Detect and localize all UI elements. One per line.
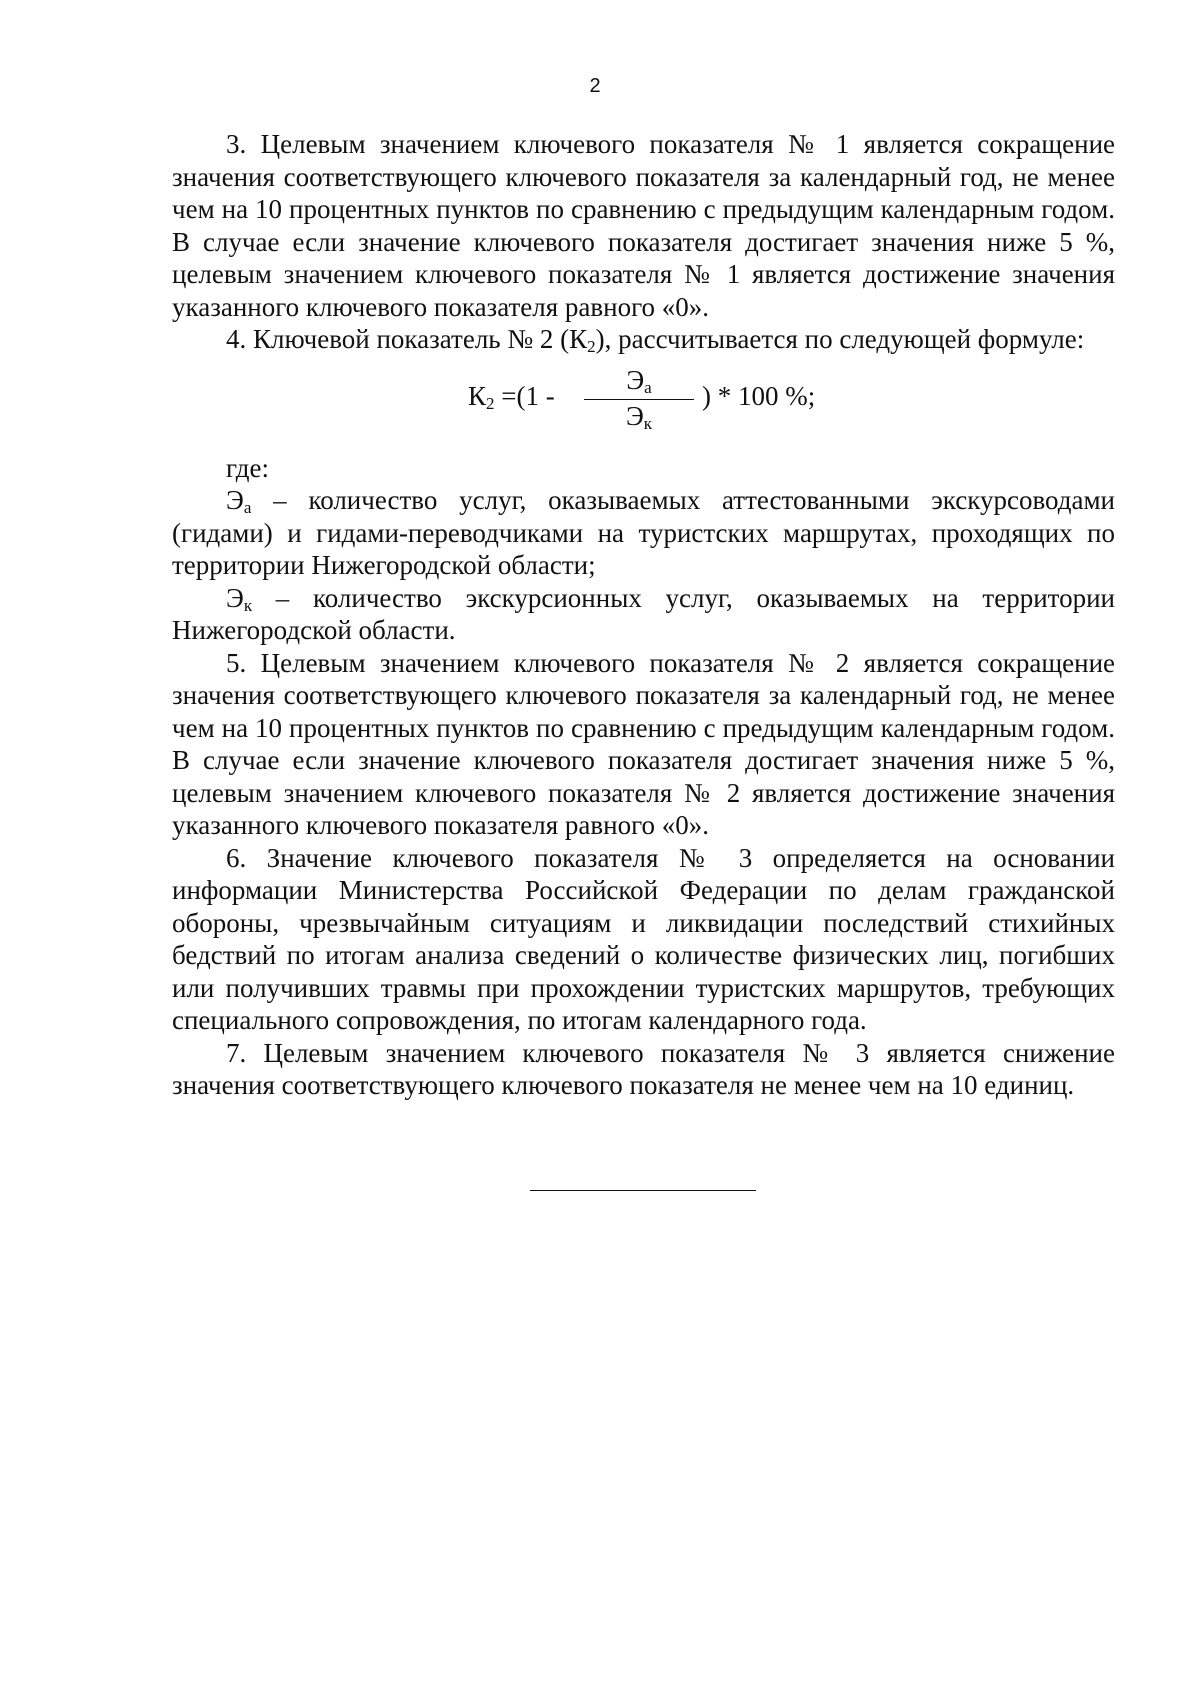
formula-denominator-symbol: Э xyxy=(625,400,644,431)
definition-ea xyxy=(172,484,1115,582)
formula-lhs-subscript: 2 xyxy=(486,393,495,413)
paragraph-7: 7. Целевым значением ключевого показателя № 3 является снижение значения соответствующего ключевого показателя не менее чем на 10 единиц. xyxy=(172,1037,1115,1100)
formula-block xyxy=(172,356,1115,452)
where-label: где: xyxy=(226,452,269,483)
paragraph-4 xyxy=(172,323,1115,356)
paragraph-3: 3. Целевым значением ключевого показателя № 1 является сокращение значения соответствующего ключевого показателя за календарный год, не менее чем на 10 процентных пунктов по сравнению с предыдущим календарным годом. В случае если значение ключевого показателя достигает значения ниже 5 %, целевым значением ключевого показателя № 1 является достижение значения указанного ключевого показателя равного «0». xyxy=(172,129,1115,322)
formula-fraction xyxy=(584,364,694,436)
formula-denominator-subscript: к xyxy=(643,413,653,433)
formula-numerator-symbol: Э xyxy=(626,364,645,395)
definition-ea-subscript: а xyxy=(243,498,252,517)
formula-denominator xyxy=(584,400,694,432)
paragraph-5: 5. Целевым значением ключевого показателя № 2 является сокращение значения соответствующего ключевого показателя за календарный год, не менее чем на 10 процентных пунктов по сравнению с предыдущим календарным годом. В случае если значение ключевого показателя достигает значения ниже 5 %, целевым значением ключевого показателя № 2 является достижение значения указанного ключевого показателя равного «0». xyxy=(172,647,1115,840)
formula-numerator-subscript: а xyxy=(644,377,652,397)
definition-ea-symbol: Э xyxy=(226,485,244,515)
definition-ea-text: – количество услуг, оказываемых аттестованными экскурсоводами (гидами) и гидами-переводчиками на туристских маршрутах, проходящих по территории Нижегородской области; xyxy=(172,485,1115,580)
document-body xyxy=(172,128,1115,1102)
formula-rhs: ) * 100 %; xyxy=(702,380,816,411)
paragraph-4-subscript: 2 xyxy=(587,337,596,356)
formula-lhs-symbol: К xyxy=(468,380,487,411)
formula-lhs xyxy=(468,380,555,413)
formula-numerator xyxy=(584,364,694,396)
page-number: 2 xyxy=(589,75,601,97)
formula-lhs-rest: =(1 - xyxy=(494,380,555,411)
definition-ek xyxy=(172,582,1115,647)
definition-ek-subscript: к xyxy=(243,595,253,615)
paragraph-4-text-start: 4. Ключевой показатель № 2 (К xyxy=(226,324,588,354)
closing-rule xyxy=(530,1190,756,1191)
definition-ek-symbol: Э xyxy=(226,582,244,613)
paragraph-6: 6. Значение ключевого показателя № 3 определяется на основании информации Министерства Российской Федерации по делам гражданской обороны, чрезвычайным ситуациям и ликвидации последствий стихийных бедствий по итогам анализа сведений о количестве физических лиц, погибших или получивших травмы при прохождении туристских маршрутов, требующих специального сопровождения, по итогам календарного года. xyxy=(172,842,1115,1035)
definition-ek-text: – количество экскурсионных услуг, оказываемых на территории Нижегородской области. xyxy=(172,582,1115,645)
paragraph-4-text-end: ), рассчитывается по следующей формуле: xyxy=(595,324,1085,354)
